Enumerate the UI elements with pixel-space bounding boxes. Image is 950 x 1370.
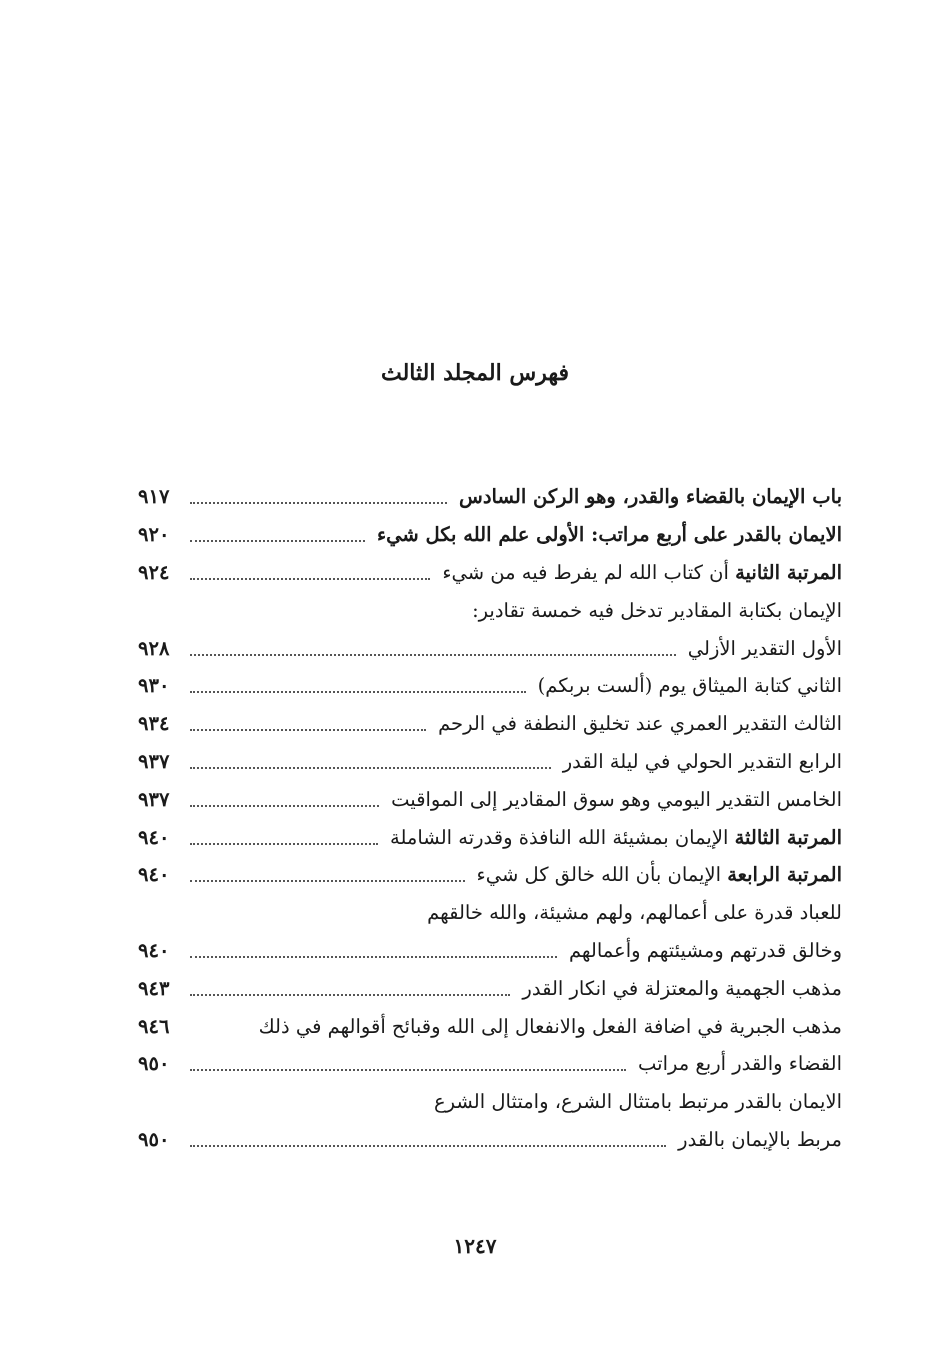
toc-page-number: ٩٢٨: [138, 636, 170, 660]
toc-entry-text: الايمان بالقدر على أربع مراتب: الأولى علم الله بكل شيء: [376, 523, 842, 547]
dot-leader: [190, 501, 447, 504]
dot-leader: [190, 690, 526, 693]
toc-heading-line: [138, 1083, 842, 1121]
toc-entry-text: المرتبة الثانية أن كتاب الله لم يفرط فيه من شيء: [442, 560, 842, 584]
toc-heading-line: [138, 591, 842, 629]
toc-entry-text: الإيمان بكتابة المقادير تدخل فيه خمسة تقادير:: [472, 598, 842, 622]
dot-leader: [190, 728, 426, 731]
toc-page-number: ٩٢٤: [138, 560, 170, 584]
toc-heading-line: [138, 894, 842, 932]
toc-entry-text: المرتبة الثالثة الإيمان بمشيئة الله النافذة وقدرته الشاملة: [390, 825, 842, 849]
toc-entry-text: مذهب الجهمية والمعتزلة في انكار القدر: [522, 976, 842, 1000]
toc-entry-text: الرابع التقدير الحولي في ليلة القدر: [562, 749, 842, 773]
toc-entry[interactable]: [138, 478, 842, 516]
toc-page-number: ٩٥٠: [138, 1127, 170, 1151]
toc-entry[interactable]: [138, 516, 842, 554]
toc-page-number: ٩٤٠: [138, 938, 170, 962]
toc-entry[interactable]: [138, 932, 842, 970]
toc-entry-text: الثالث التقدير العمري عند تخليق النطفة في الرحم: [438, 712, 842, 736]
toc-entry-text: للعباد قدرة على أعمالهم، ولهم مشيئة، والله خالقهم: [427, 901, 842, 925]
toc-page-number: ٩٣٧: [138, 749, 170, 773]
toc-entry-text: القضاء والقدر أربع مراتب: [638, 1052, 842, 1076]
toc-entry-text: مذهب الجبرية في اضافة الفعل والانفعال إلى الله وقبائح أقوالهم في ذلك: [258, 1014, 842, 1038]
toc-entry[interactable]: [138, 629, 842, 667]
dot-leader: [190, 804, 379, 807]
dot-leader: [190, 842, 378, 845]
toc-page-number: ٩٣٠: [138, 674, 170, 698]
dot-leader: [190, 653, 676, 656]
toc-entry[interactable]: [138, 743, 842, 781]
toc-page-number: ٩٤٠: [138, 825, 170, 849]
toc-entry[interactable]: [138, 1045, 842, 1083]
toc-page-number: ٩٤٦: [138, 1014, 170, 1038]
toc-page-number: ٩٤٠: [138, 863, 170, 887]
toc-entry[interactable]: [138, 667, 842, 705]
toc-entry-text: المرتبة الرابعة الإيمان بأن الله خالق كل شيء: [476, 863, 842, 887]
dot-leader: [190, 577, 430, 580]
dot-leader: [190, 539, 365, 542]
toc-entry[interactable]: [138, 1121, 842, 1159]
dot-leader: [190, 1068, 626, 1071]
dot-leader: [190, 1031, 247, 1034]
page-title: فهرس المجلد الثالث: [381, 360, 569, 386]
toc-entry-text: مربط بالإيمان بالقدر: [678, 1127, 842, 1151]
toc-page-number: ٩٢٠: [138, 523, 170, 547]
toc-entry-text: الخامس التقدير اليومي وهو سوق المقادير إلى المواقيت: [391, 787, 842, 811]
toc-page-number: ٩٥٠: [138, 1052, 170, 1076]
toc-entry[interactable]: [138, 705, 842, 743]
toc-entry[interactable]: [138, 818, 842, 856]
toc-entry[interactable]: [138, 856, 842, 894]
toc-entry[interactable]: [138, 554, 842, 592]
dot-leader: [190, 993, 510, 996]
toc-page-number: ٩٣٤: [138, 712, 170, 736]
table-of-contents: [138, 478, 842, 1158]
toc-entry-text: الايمان بالقدر مرتبط بامتثال الشرع، وامتثال الشرع: [434, 1090, 842, 1114]
toc-page-number: ٩٣٧: [138, 787, 170, 811]
toc-entry-text: باب الإيمان بالقضاء والقدر، وهو الركن السادس: [459, 485, 842, 509]
toc-page-number: ٩١٧: [138, 485, 170, 509]
toc-entry[interactable]: [138, 780, 842, 818]
toc-page-number: ٩٤٣: [138, 976, 170, 1000]
dot-leader: [190, 879, 465, 882]
dot-leader: [190, 1144, 666, 1147]
toc-entry-text: الثاني كتابة الميثاق يوم (ألست بربكم): [537, 674, 842, 698]
toc-entry-text: الأول التقدير الأزلي: [687, 636, 842, 660]
dot-leader: [190, 955, 557, 958]
page-number-footer: ١٢٤٧: [453, 1234, 497, 1258]
toc-entry[interactable]: [138, 969, 842, 1007]
toc-entry[interactable]: [138, 1007, 842, 1045]
dot-leader: [190, 766, 551, 769]
toc-entry-text: وخالق قدرتهم ومشيئتهم وأعمالهم: [568, 938, 842, 962]
